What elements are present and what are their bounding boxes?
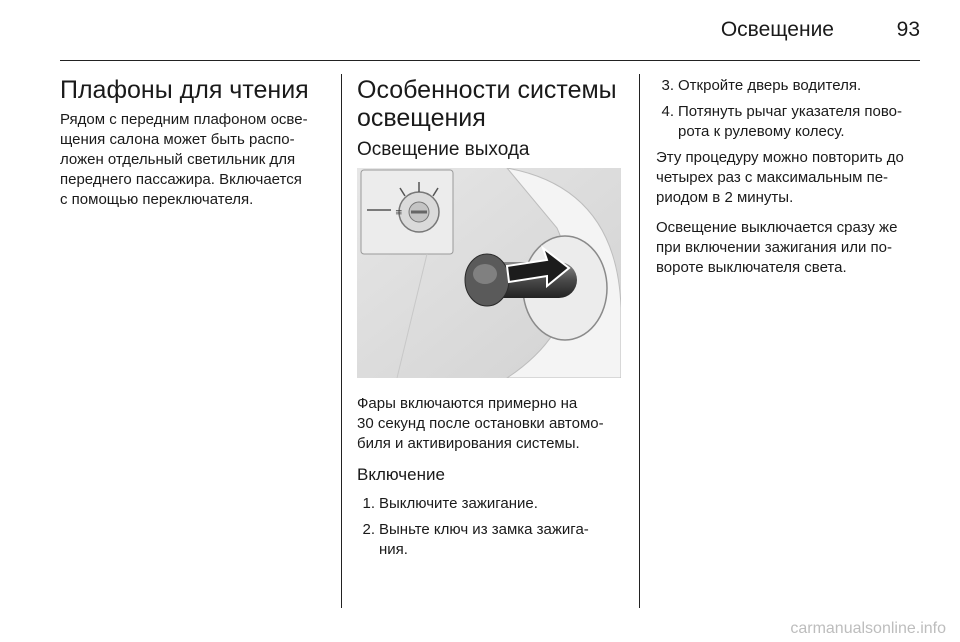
- step-text: Откройте дверь водителя.: [678, 77, 862, 94]
- step-text: Выньте ключ из замка зажига-: [379, 521, 589, 538]
- text-line: Эту процедуру можно повторить до: [656, 149, 904, 166]
- text-line: Фары включаются примерно на: [357, 395, 578, 412]
- step-number: 4.: [661, 103, 674, 120]
- column-divider-right: [639, 74, 640, 608]
- step-number: 2.: [362, 521, 375, 538]
- text-line: при включении зажигания или по-: [656, 239, 892, 256]
- light-switch-dial-icon: [361, 170, 453, 254]
- text-line: Рядом с передним плафоном осве-: [60, 111, 308, 128]
- heading-line: Особенности системы: [357, 76, 617, 104]
- header-rule: [60, 60, 920, 61]
- column-divider-left: [341, 74, 342, 608]
- text-line: Освещение выключается сразу же: [656, 219, 898, 236]
- watermark: carmanualsonline.info: [790, 620, 946, 637]
- text-line: риодом в 2 минуты.: [656, 189, 794, 206]
- text-line: щения салона может быть распо-: [60, 131, 295, 148]
- text-line: с помощью переключателя.: [60, 191, 254, 208]
- list-item: [656, 76, 926, 96]
- list-item: [357, 494, 629, 514]
- reading-lights-heading: Плафоны для чтения: [60, 76, 309, 104]
- text-line: вороте выключателя света.: [656, 259, 847, 276]
- heading-line: освещения: [357, 104, 486, 132]
- exit-lighting-subheading: Освещение выхода: [357, 139, 530, 160]
- lighting-features-heading: [357, 76, 629, 132]
- middle-column: [357, 76, 629, 566]
- step-number: 1.: [362, 495, 375, 512]
- list-item: [656, 102, 926, 142]
- text-line: биля и активирования системы.: [357, 435, 580, 452]
- text-line: переднего пассажира. Включается: [60, 171, 302, 188]
- switch-off-paragraph: [656, 218, 926, 278]
- text-line: четырех раз с максимальным пе-: [656, 169, 889, 186]
- step-text: рота к рулевому колесу.: [678, 123, 845, 140]
- section-title: Освещение: [720, 18, 834, 41]
- activation-steps-list: [357, 494, 629, 560]
- text-line: ложен отдельный светильник для: [60, 151, 296, 168]
- page-header: [60, 16, 920, 44]
- activation-steps-list-continued: [656, 76, 926, 142]
- reading-lights-paragraph: [60, 110, 332, 210]
- svg-text:≡: ≡: [395, 208, 403, 218]
- step-number: 3.: [661, 77, 674, 94]
- step-text: Выключите зажигание.: [379, 495, 538, 512]
- activation-subheading: Включение: [357, 465, 445, 484]
- exit-lighting-illustration: [357, 168, 621, 378]
- step-text: ния.: [379, 541, 408, 558]
- text-line: 30 секунд после остановки автомо-: [357, 415, 604, 432]
- list-item: [357, 520, 629, 560]
- right-column: [656, 76, 926, 288]
- page-number: 93: [896, 18, 920, 41]
- figure-caption: [357, 394, 629, 454]
- left-column: [60, 76, 332, 220]
- step-text: Потянуть рычаг указателя пово-: [678, 103, 902, 120]
- repeat-paragraph: [656, 148, 926, 208]
